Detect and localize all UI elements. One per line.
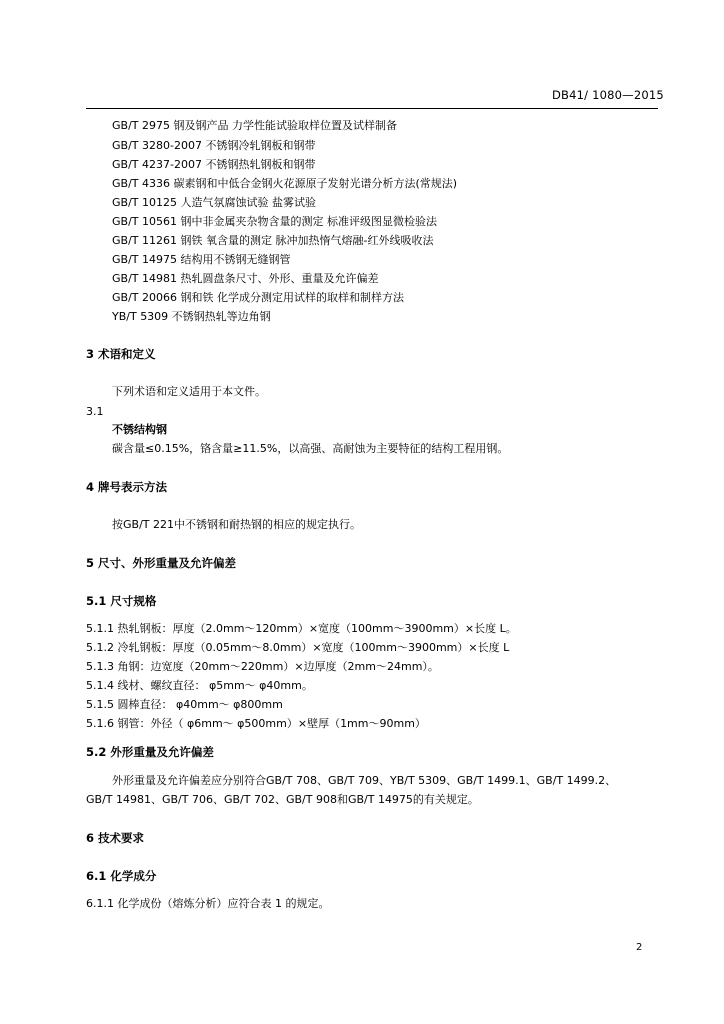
size-spec-item: 5.1.3 角钢：边宽度（20mm～220mm）×边厚度（2mm～24mm）。 [86, 660, 439, 673]
term-definition: 碳含量≤0.15%，铬含量≥11.5%，以高强、高耐蚀为主要特征的结构工程用钢。 [112, 442, 509, 455]
size-spec-item: 5.1.4 线材、螺纹直径： φ5mm～ φ40mm。 [86, 679, 313, 692]
section-4-heading: 4 牌号表示方法 [86, 480, 168, 494]
section-5-2-text-line-1: 外形重量及允许偏差应分别符合GB/T 708、GB/T 709、YB/T 5309、GB/T 1499.1、GB/T 1499.2、 [112, 774, 617, 787]
section-6-1-heading: 6.1 化学成分 [86, 869, 157, 883]
term-number: 3.1 [86, 405, 104, 418]
page-number: 2 [636, 942, 643, 953]
reference-item: GB/T 10561 钢中非金属夹杂物含量的测定 标准评级图显微检验法 [112, 215, 437, 228]
section-5-heading: 5 尺寸、外形重量及允许偏差 [86, 556, 237, 570]
reference-item: GB/T 14975 结构用不锈钢无缝钢管 [112, 253, 291, 266]
reference-item: YB/T 5309 不锈钢热轧等边角钢 [112, 310, 271, 323]
section-5-1-heading: 5.1 尺寸规格 [86, 594, 157, 608]
size-spec-item: 5.1.1 热轧钢板：厚度（2.0mm～120mm）×宽度（100mm～3900mm）×长度 L。 [86, 622, 517, 635]
section-3-intro: 下列术语和定义适用于本文件。 [112, 385, 266, 398]
document-id: DB41/ 1080—2015 [552, 88, 664, 102]
section-4-text: 按GB/T 221中不锈钢和耐热钢的相应的规定执行。 [112, 518, 361, 531]
reference-item: GB/T 14981 热轧圆盘条尺寸、外形、重量及允许偏差 [112, 272, 379, 285]
reference-item: GB/T 4336 碳素钢和中低合金钢火花源原子发射光谱分析方法(常规法) [112, 177, 458, 190]
section-3-heading: 3 术语和定义 [86, 347, 156, 361]
section-5-2-text-line-2: GB/T 14981、GB/T 706、GB/T 702、GB/T 908和GB/T 14975的有关规定。 [86, 793, 479, 806]
reference-item: GB/T 11261 钢铁 氧含量的测定 脉冲加热惰气熔融-红外线吸收法 [112, 234, 434, 247]
section-6-1-1-text: 6.1.1 化学成份（熔炼分析）应符合表 1 的规定。 [86, 897, 330, 910]
reference-item: GB/T 20066 钢和铁 化学成分测定用试样的取样和制样方法 [112, 291, 404, 304]
size-spec-item: 5.1.5 圆棒直径： φ40mm～ φ800mm [86, 698, 283, 711]
term-name: 不锈结构钢 [112, 423, 167, 436]
header-rule [86, 108, 658, 109]
reference-item: GB/T 10125 人造气氛腐蚀试验 盐雾试验 [112, 196, 316, 209]
reference-item: GB/T 4237-2007 不锈钢热轧钢板和钢带 [112, 158, 316, 171]
size-spec-item: 5.1.2 冷轧钢板：厚度（0.05mm～8.0mm）×宽度（100mm～3900mm）×长度 L [86, 641, 510, 654]
section-6-heading: 6 技术要求 [86, 831, 145, 845]
reference-item: GB/T 3280-2007 不锈钢冷轧钢板和钢带 [112, 139, 316, 152]
reference-item: GB/T 2975 钢及钢产品 力学性能试验取样位置及试样制备 [112, 119, 397, 132]
section-5-2-heading: 5.2 外形重量及允许偏差 [86, 745, 214, 759]
size-spec-item: 5.1.6 钢管：外径（ φ6mm～ φ500mm）×壁厚（1mm～90mm） [86, 717, 426, 730]
